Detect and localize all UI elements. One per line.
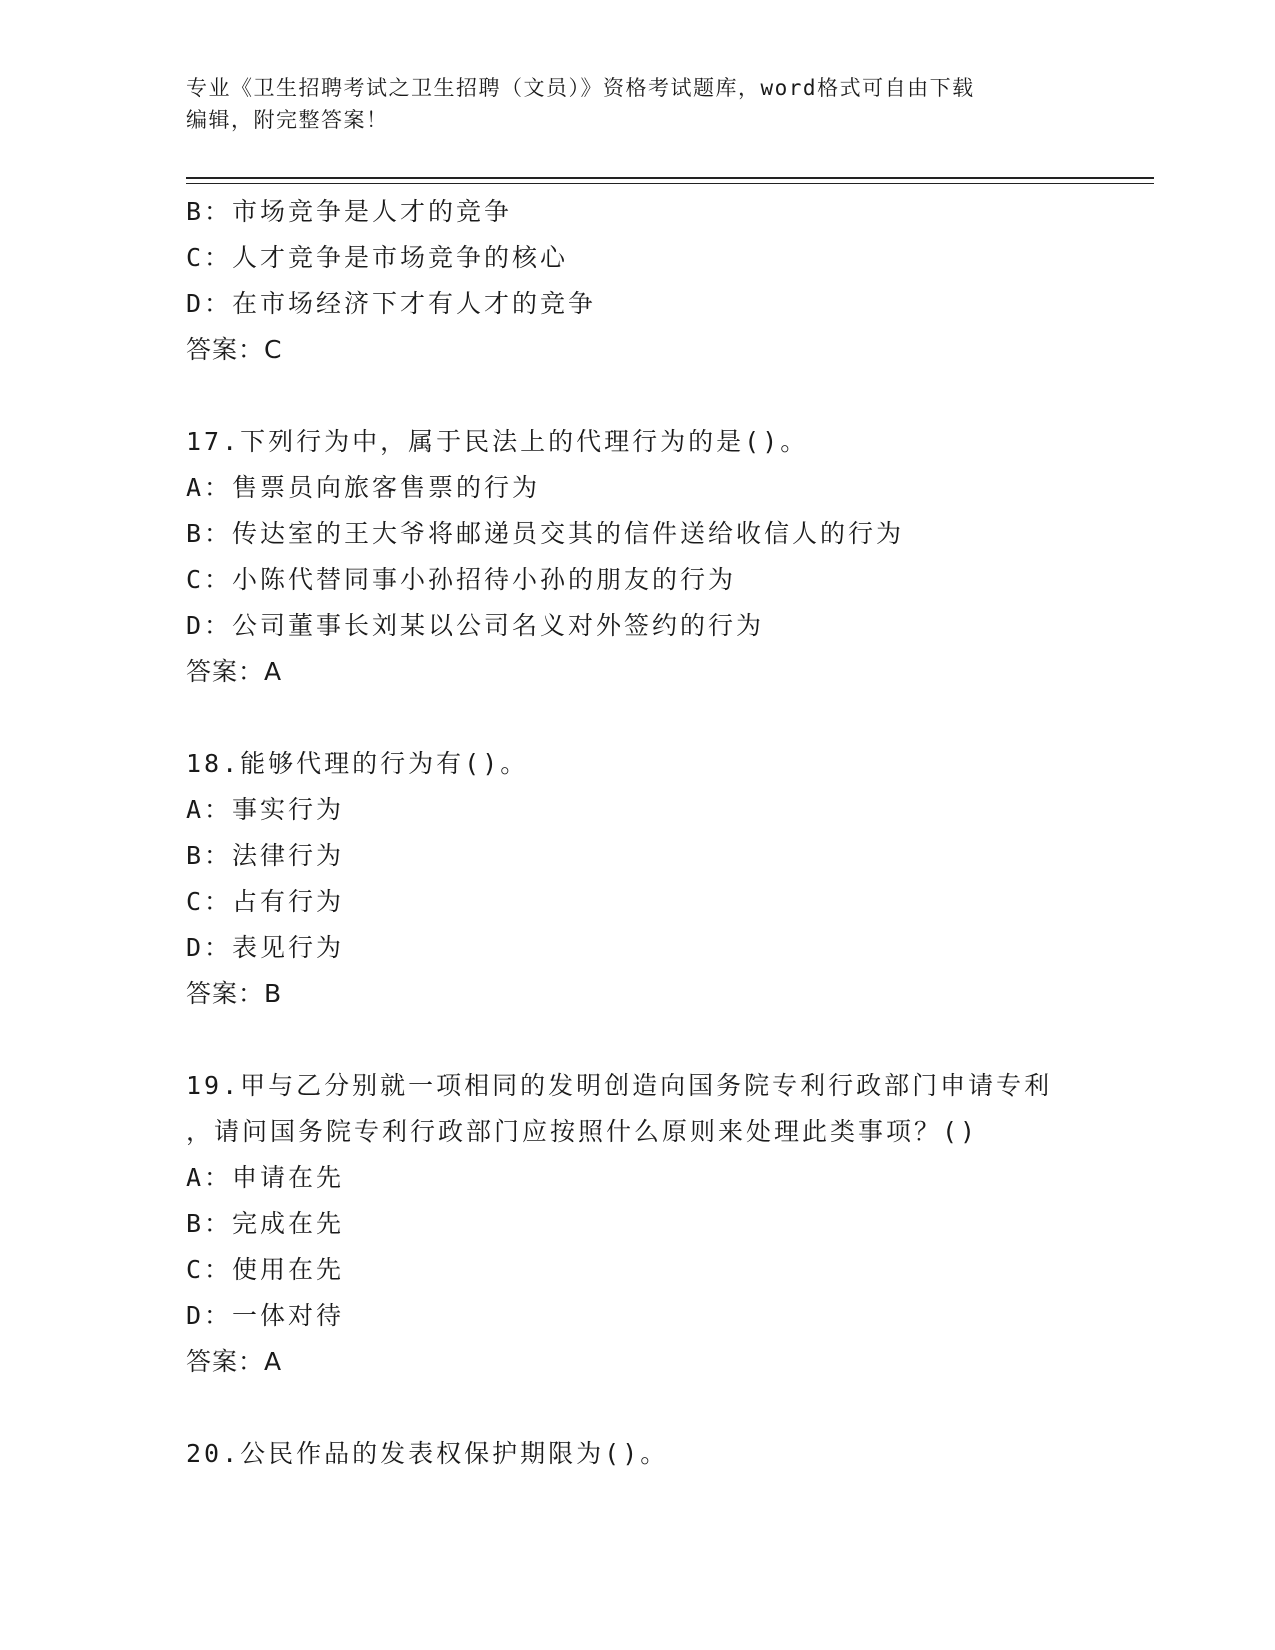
option-b: B：完成在先: [186, 1209, 345, 1238]
question-16-continued: [186, 189, 1086, 373]
question-19: [186, 1063, 1086, 1385]
option-a: A：售票员向旅客售票的行为: [186, 473, 541, 502]
question-stem: 20.公民作品的发表权保护期限为()。: [186, 1439, 669, 1468]
question-list: [186, 189, 1086, 1477]
option-d: D：在市场经济下才有人才的竞争: [186, 289, 597, 318]
option-d: D：一体对待: [186, 1301, 345, 1330]
option-c: C：人才竞争是市场竞争的核心: [186, 243, 569, 272]
question-stem-continued: ，请问国务院专利行政部门应按照什么原则来处理此类事项？(): [186, 1117, 979, 1146]
option-c: C：占有行为: [186, 887, 345, 916]
spacer: [186, 695, 1086, 741]
option-c: C：使用在先: [186, 1255, 345, 1284]
question-stem: 17.下列行为中，属于民法上的代理行为的是()。: [186, 427, 809, 456]
spacer: [186, 1385, 1086, 1431]
header-divider-thin: [186, 183, 1154, 184]
answer-line: 答案：A: [186, 1347, 283, 1376]
option-a: A：事实行为: [186, 795, 345, 824]
option-d: D：表见行为: [186, 933, 345, 962]
question-20: [186, 1431, 1086, 1477]
question-stem: 18.能够代理的行为有()。: [186, 749, 529, 778]
answer-line: 答案：B: [186, 979, 283, 1008]
option-b: B：市场竞争是人才的竞争: [186, 197, 513, 226]
question-stem: 19.甲与乙分别就一项相同的发明创造向国务院专利行政部门申请专利: [186, 1071, 1053, 1100]
option-d: D：公司董事长刘某以公司名义对外签约的行为: [186, 611, 765, 640]
answer-line: 答案：C: [186, 335, 283, 364]
option-a: A：申请在先: [186, 1163, 345, 1192]
option-b: B：法律行为: [186, 841, 345, 870]
header-divider-thick: [186, 177, 1154, 179]
answer-line: 答案：A: [186, 657, 283, 686]
header-line-2: 编辑，附完整答案！: [186, 108, 389, 132]
question-18: [186, 741, 1086, 1017]
option-b: B：传达室的王大爷将邮递员交其的信件送给收信人的行为: [186, 519, 905, 548]
question-17: [186, 419, 1086, 695]
document-header: [186, 72, 1086, 136]
spacer: [186, 1017, 1086, 1063]
header-line-1: 专业《卫生招聘考试之卫生招聘（文员）》资格考试题库，word格式可自由下载: [186, 76, 975, 100]
spacer: [186, 373, 1086, 419]
option-c: C：小陈代替同事小孙招待小孙的朋友的行为: [186, 565, 737, 594]
